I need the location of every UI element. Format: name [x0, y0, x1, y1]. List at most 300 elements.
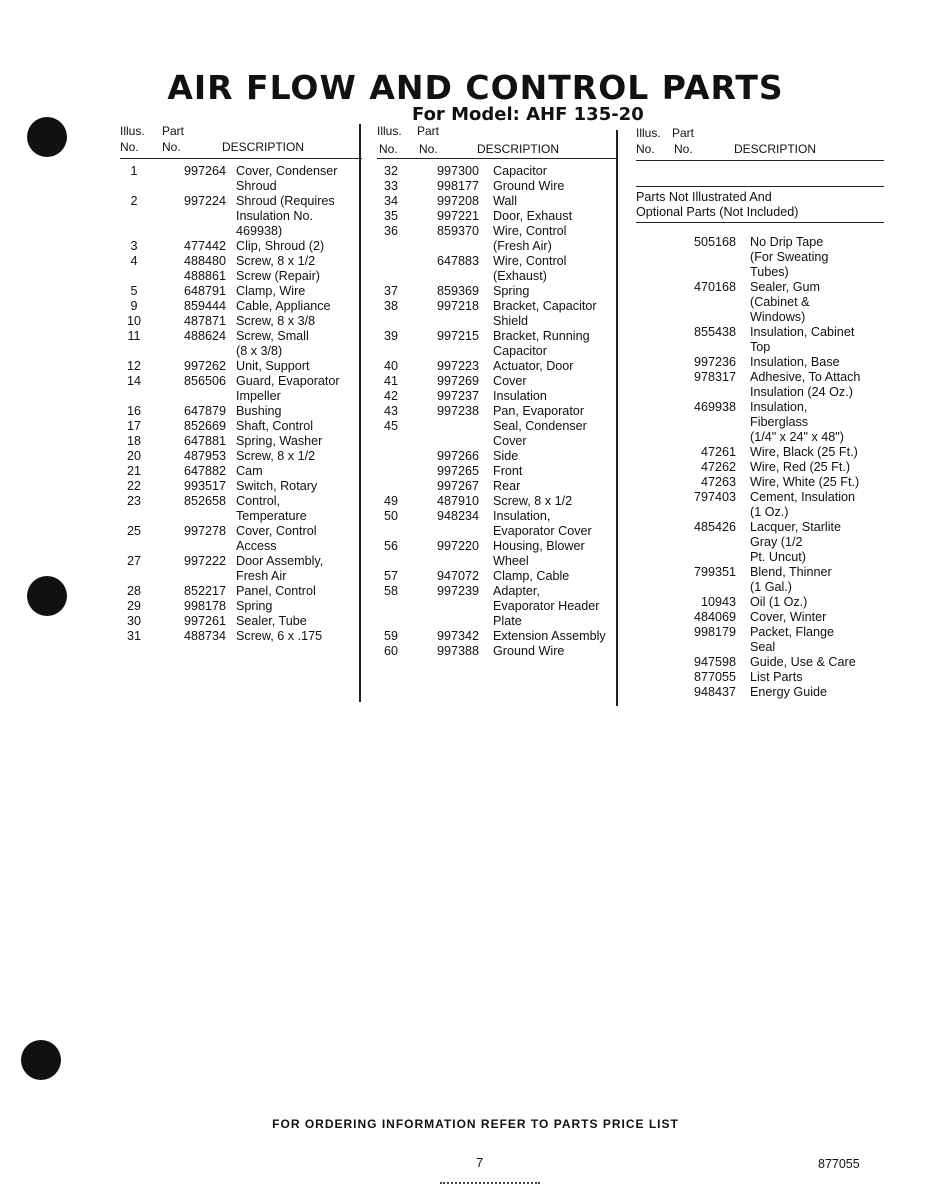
- part-description: List Parts: [750, 670, 803, 684]
- part-number: 647879: [183, 404, 226, 418]
- table-row: [377, 269, 617, 284]
- part-description: Temperature: [236, 509, 307, 523]
- part-description: (For Sweating: [750, 250, 829, 264]
- table-row: [377, 464, 617, 479]
- part-number: 799351: [693, 565, 736, 579]
- part-description: Screw, 8 x 1/2: [236, 254, 316, 268]
- part-description: Windows): [750, 310, 806, 324]
- part-description: Cable, Appliance: [236, 299, 331, 313]
- rows: [120, 159, 362, 644]
- illus-number: 21: [126, 464, 141, 478]
- column-divider: [616, 130, 618, 706]
- part-description: Wire, Black (25 Ft.): [750, 445, 858, 459]
- table-row: [377, 194, 617, 209]
- part-description: Spring, Washer: [236, 434, 323, 448]
- table-row: [120, 374, 362, 389]
- parts-column-2: [377, 124, 617, 659]
- parts-column-1: [120, 124, 362, 644]
- header-illus: Illus.: [120, 124, 145, 138]
- part-description: Switch, Rotary: [236, 479, 318, 493]
- table-row: [636, 670, 884, 685]
- table-row: [377, 599, 617, 614]
- part-description: (Fresh Air): [493, 239, 552, 253]
- part-number: 484069: [693, 610, 736, 624]
- part-number: 488480: [183, 254, 226, 268]
- table-row: [120, 224, 362, 239]
- part-description: Screw, 8 x 3/8: [236, 314, 316, 328]
- illus-number: 60: [383, 644, 398, 658]
- part-description: (Exhaust): [493, 269, 547, 283]
- column-header: [636, 126, 884, 161]
- part-number: 997262: [183, 359, 226, 373]
- table-row: [377, 179, 617, 194]
- part-description: (Cabinet &: [750, 295, 810, 309]
- part-number: 488624: [183, 329, 226, 343]
- part-number: 797403: [693, 490, 736, 504]
- illus-number: 16: [126, 404, 141, 418]
- binder-hole-middle: [27, 576, 67, 616]
- part-description: Guard, Evaporator: [236, 374, 340, 388]
- part-number: 852217: [183, 584, 226, 598]
- table-row: [377, 479, 617, 494]
- part-number: 488861: [183, 269, 226, 283]
- table-row: [377, 314, 617, 329]
- model-subtitle: For Model: AHF 135-20: [412, 104, 644, 125]
- table-row: [377, 284, 617, 299]
- parts-column-3: [636, 126, 884, 700]
- part-description: Plate: [493, 614, 522, 628]
- part-description: Side: [493, 449, 519, 463]
- page-number: 7: [476, 1155, 484, 1170]
- header-description: DESCRIPTION: [477, 142, 560, 156]
- table-row: [636, 505, 884, 520]
- part-description: Spring: [236, 599, 273, 613]
- part-description: Shroud: [236, 179, 277, 193]
- header-no: No.: [379, 142, 398, 156]
- table-row: [636, 325, 884, 340]
- table-row: [377, 524, 617, 539]
- table-row: [636, 265, 884, 280]
- table-row: [636, 295, 884, 310]
- part-description: Cover: [493, 374, 527, 388]
- illus-number: 41: [383, 374, 398, 388]
- table-row: [377, 434, 617, 449]
- header-description: DESCRIPTION: [222, 140, 305, 154]
- table-row: [377, 299, 617, 314]
- illus-number: 58: [383, 584, 398, 598]
- part-number: 997220: [436, 539, 479, 553]
- illus-number: 36: [383, 224, 398, 238]
- table-row: [120, 629, 362, 644]
- part-description: Spring: [493, 284, 530, 298]
- table-row: [120, 404, 362, 419]
- rows: [377, 159, 617, 659]
- part-number: 997238: [436, 404, 479, 418]
- part-description: (8 x 3/8): [236, 344, 283, 358]
- illus-number: 42: [383, 389, 398, 403]
- table-row: [636, 250, 884, 265]
- table-row: [636, 490, 884, 505]
- table-row: [636, 625, 884, 640]
- header-part-no: No.: [674, 142, 693, 156]
- part-number: 487871: [183, 314, 226, 328]
- illus-number: 14: [126, 374, 141, 388]
- ordering-info-note: FOR ORDERING INFORMATION REFER TO PARTS PRICE LIST: [272, 1117, 679, 1131]
- part-description: (1 Gal.): [750, 580, 792, 594]
- part-description: Wheel: [493, 554, 529, 568]
- illus-number: 50: [383, 509, 398, 523]
- part-number: 647883: [436, 254, 479, 268]
- section-heading-line-1: Parts Not Illustrated And: [636, 186, 884, 205]
- header-illus: Illus.: [377, 124, 402, 138]
- table-row: [120, 389, 362, 404]
- table-row: [120, 284, 362, 299]
- table-row: [120, 269, 362, 284]
- part-number: 993517: [183, 479, 226, 493]
- part-number: 997388: [436, 644, 479, 658]
- part-number: 648791: [183, 284, 226, 298]
- illus-number: 12: [126, 359, 141, 373]
- part-number: 852669: [183, 419, 226, 433]
- illus-number: 33: [383, 179, 398, 193]
- table-row: [120, 179, 362, 194]
- table-row: [636, 445, 884, 460]
- table-row: [120, 299, 362, 314]
- header-part: Part: [417, 124, 440, 138]
- part-description: Cam: [236, 464, 263, 478]
- part-number: 997342: [436, 629, 479, 643]
- illus-number: 35: [383, 209, 398, 223]
- part-description: Screw, Small: [236, 329, 309, 343]
- table-row: [636, 550, 884, 565]
- part-description: Impeller: [236, 389, 281, 403]
- table-row: [120, 314, 362, 329]
- table-row: [377, 614, 617, 629]
- table-row: [377, 494, 617, 509]
- table-row: [636, 565, 884, 580]
- part-description: Packet, Flange: [750, 625, 835, 639]
- part-description: Insulation, Base: [750, 355, 840, 369]
- part-number: 877055: [693, 670, 736, 684]
- scan-marks: [440, 1182, 540, 1192]
- part-number: 477442: [183, 239, 226, 253]
- part-number: 997264: [183, 164, 226, 178]
- table-row: [120, 164, 362, 179]
- illus-number: 20: [126, 449, 141, 463]
- page-title: AIR FLOW AND CONTROL PARTS: [167, 68, 784, 107]
- part-description: Wire, Control: [493, 254, 567, 268]
- part-description: Insulation: [493, 389, 547, 403]
- rows: [636, 223, 884, 700]
- table-row: [120, 614, 362, 629]
- table-row: [120, 209, 362, 224]
- table-row: [636, 535, 884, 550]
- table-row: [636, 460, 884, 475]
- header-part-no: No.: [419, 142, 438, 156]
- table-row: [636, 580, 884, 595]
- part-description: 469938): [236, 224, 283, 238]
- table-row: [377, 644, 617, 659]
- column-divider: [359, 124, 361, 702]
- table-row: [377, 449, 617, 464]
- illus-number: 43: [383, 404, 398, 418]
- header-part: Part: [162, 124, 185, 138]
- illus-number: 40: [383, 359, 398, 373]
- part-description: Pt. Uncut): [750, 550, 806, 564]
- table-row: [120, 254, 362, 269]
- part-number: 47263: [700, 475, 736, 489]
- part-number: 998178: [183, 599, 226, 613]
- part-number: 505168: [693, 235, 736, 249]
- table-row: [636, 235, 884, 250]
- section-heading-line-2: Optional Parts (Not Included): [636, 205, 884, 223]
- table-row: [377, 584, 617, 599]
- binder-hole-bottom: [21, 1040, 61, 1080]
- table-row: [120, 569, 362, 584]
- table-row: [636, 385, 884, 400]
- part-number: 997261: [183, 614, 226, 628]
- illus-number: 57: [383, 569, 398, 583]
- part-description: Seal, Condenser: [493, 419, 587, 433]
- part-description: Ground Wire: [493, 644, 565, 658]
- part-description: Insulation No.: [236, 209, 314, 223]
- table-row: [377, 224, 617, 239]
- table-row: [636, 475, 884, 490]
- table-row: [120, 464, 362, 479]
- table-row: [120, 239, 362, 254]
- part-description: Clamp, Wire: [236, 284, 306, 298]
- part-description: Gray (1/2: [750, 535, 803, 549]
- header-illus: Illus.: [636, 126, 661, 140]
- table-row: [636, 400, 884, 415]
- part-description: Capacitor: [493, 344, 547, 358]
- table-row: [636, 640, 884, 655]
- part-description: Lacquer, Starlite: [750, 520, 842, 534]
- part-description: Screw (Repair): [236, 269, 320, 283]
- table-row: [120, 599, 362, 614]
- table-row: [377, 539, 617, 554]
- part-number: 997222: [183, 554, 226, 568]
- table-row: [120, 494, 362, 509]
- part-description: Top: [750, 340, 771, 354]
- part-number: 856506: [183, 374, 226, 388]
- part-number: 859370: [436, 224, 479, 238]
- binder-hole-top: [27, 117, 67, 157]
- part-description: Rear: [493, 479, 521, 493]
- table-row: [120, 329, 362, 344]
- part-description: Control,: [236, 494, 281, 508]
- part-number: 998179: [693, 625, 736, 639]
- part-description: Fiberglass: [750, 415, 809, 429]
- part-description: Wall: [493, 194, 518, 208]
- part-number: 859369: [436, 284, 479, 298]
- part-description: Cover, Control: [236, 524, 317, 538]
- part-description: Adapter,: [493, 584, 540, 598]
- part-description: Evaporator Cover: [493, 524, 592, 538]
- part-number: 859444: [183, 299, 226, 313]
- table-row: [377, 374, 617, 389]
- part-description: Sealer, Tube: [236, 614, 307, 628]
- table-row: [377, 629, 617, 644]
- part-description: Guide, Use & Care: [750, 655, 856, 669]
- illus-number: 11: [127, 329, 141, 343]
- table-row: [377, 554, 617, 569]
- table-row: [377, 419, 617, 434]
- part-number: 47262: [700, 460, 736, 474]
- illus-number: 18: [126, 434, 141, 448]
- table-row: [636, 610, 884, 625]
- part-description: Actuator, Door: [493, 359, 574, 373]
- part-description: Cover, Condenser: [236, 164, 338, 178]
- part-description: Blend, Thinner: [750, 565, 832, 579]
- table-row: [377, 569, 617, 584]
- part-description: Screw, 8 x 1/2: [236, 449, 316, 463]
- part-description: Adhesive, To Attach: [750, 370, 861, 384]
- illus-number: 45: [383, 419, 398, 433]
- part-description: No Drip Tape: [750, 235, 824, 249]
- part-description: Clip, Shroud (2): [236, 239, 325, 253]
- illus-number: 31: [126, 629, 141, 643]
- part-description: Door, Exhaust: [493, 209, 573, 223]
- part-number: 997239: [436, 584, 479, 598]
- table-row: [120, 509, 362, 524]
- illus-number: 29: [126, 599, 141, 613]
- table-row: [377, 164, 617, 179]
- part-number: 978317: [693, 370, 736, 384]
- part-number: 997266: [436, 449, 479, 463]
- table-row: [636, 310, 884, 325]
- part-description: (1 Oz.): [750, 505, 789, 519]
- part-description: Energy Guide: [750, 685, 828, 699]
- table-row: [120, 434, 362, 449]
- part-description: Front: [493, 464, 523, 478]
- table-row: [636, 370, 884, 385]
- part-description: Ground Wire: [493, 179, 565, 193]
- part-number: 997221: [436, 209, 479, 223]
- table-row: [636, 685, 884, 700]
- part-description: Door Assembly,: [236, 554, 324, 568]
- part-number: 947598: [693, 655, 736, 669]
- illus-number: 59: [383, 629, 398, 643]
- optional-parts-section-heading: [636, 186, 884, 223]
- illus-number: 32: [383, 164, 398, 178]
- part-description: Insulation, Cabinet: [750, 325, 855, 339]
- header-no: No.: [120, 140, 139, 154]
- part-description: Unit, Support: [236, 359, 310, 373]
- header-part: Part: [672, 126, 695, 140]
- part-number: 997269: [436, 374, 479, 388]
- part-number: 997265: [436, 464, 479, 478]
- table-row: [120, 554, 362, 569]
- part-number: 997223: [436, 359, 479, 373]
- table-row: [636, 340, 884, 355]
- part-number: 998177: [436, 179, 479, 193]
- part-number: 647881: [183, 434, 226, 448]
- part-number: 997300: [436, 164, 479, 178]
- table-row: [120, 539, 362, 554]
- illus-number: 30: [126, 614, 141, 628]
- table-row: [636, 520, 884, 535]
- part-description: Fresh Air: [236, 569, 287, 583]
- part-description: Wire, Red (25 Ft.): [750, 460, 851, 474]
- part-number: 947072: [436, 569, 479, 583]
- illus-number: 10: [126, 314, 141, 328]
- part-description: Shroud (Requires: [236, 194, 335, 208]
- table-row: [377, 509, 617, 524]
- illus-number: 34: [383, 194, 398, 208]
- part-number: 948234: [436, 509, 479, 523]
- header-description: DESCRIPTION: [734, 142, 817, 156]
- part-description: Capacitor: [493, 164, 547, 178]
- illus-number: 56: [383, 539, 398, 553]
- part-description: Pan, Evaporator: [493, 404, 585, 418]
- part-description: Extension Assembly: [493, 629, 606, 643]
- part-number: 487953: [183, 449, 226, 463]
- illus-number: 28: [126, 584, 141, 598]
- illus-number: 4: [130, 254, 138, 268]
- part-description: Cement, Insulation: [750, 490, 856, 504]
- illus-number: 37: [383, 284, 398, 298]
- table-row: [120, 449, 362, 464]
- illus-number: 3: [130, 239, 138, 253]
- part-number: 997215: [436, 329, 479, 343]
- part-description: Screw, 6 x .175: [236, 629, 323, 643]
- part-number: 47261: [700, 445, 736, 459]
- part-number: 997237: [436, 389, 479, 403]
- table-row: [377, 404, 617, 419]
- part-description: Seal: [750, 640, 776, 654]
- part-number: 470168: [693, 280, 736, 294]
- part-description: Bracket, Capacitor: [493, 299, 597, 313]
- table-row: [377, 209, 617, 224]
- illus-number: 49: [383, 494, 398, 508]
- column-header: [377, 124, 617, 159]
- part-number: 997267: [436, 479, 479, 493]
- part-number: 469938: [693, 400, 736, 414]
- part-description: Cover, Winter: [750, 610, 827, 624]
- table-row: [636, 595, 884, 610]
- table-row: [377, 389, 617, 404]
- part-description: Sealer, Gum: [750, 280, 820, 294]
- illus-number: 9: [130, 299, 138, 313]
- table-row: [636, 280, 884, 295]
- illus-number: 38: [383, 299, 398, 313]
- part-description: Cover: [493, 434, 527, 448]
- part-description: Evaporator Header: [493, 599, 600, 613]
- table-row: [120, 584, 362, 599]
- part-description: Screw, 8 x 1/2: [493, 494, 573, 508]
- part-number: 10943: [700, 595, 736, 609]
- part-number: 855438: [693, 325, 736, 339]
- table-row: [377, 359, 617, 374]
- part-description: Insulation (24 Oz.): [750, 385, 853, 399]
- illus-number: 17: [126, 419, 141, 433]
- illus-number: 2: [130, 194, 138, 208]
- part-number: 487910: [436, 494, 479, 508]
- part-number: 997236: [693, 355, 736, 369]
- table-row: [120, 479, 362, 494]
- column-header: [120, 124, 362, 159]
- part-description: Insulation,: [493, 509, 551, 523]
- part-description: Panel, Control: [236, 584, 316, 598]
- part-description: Wire, Control: [493, 224, 567, 238]
- part-number: 997224: [183, 194, 226, 208]
- part-number: 997218: [436, 299, 479, 313]
- table-row: [120, 344, 362, 359]
- header-part-no: No.: [162, 140, 181, 154]
- part-description: Clamp, Cable: [493, 569, 570, 583]
- part-description: Tubes): [750, 265, 789, 279]
